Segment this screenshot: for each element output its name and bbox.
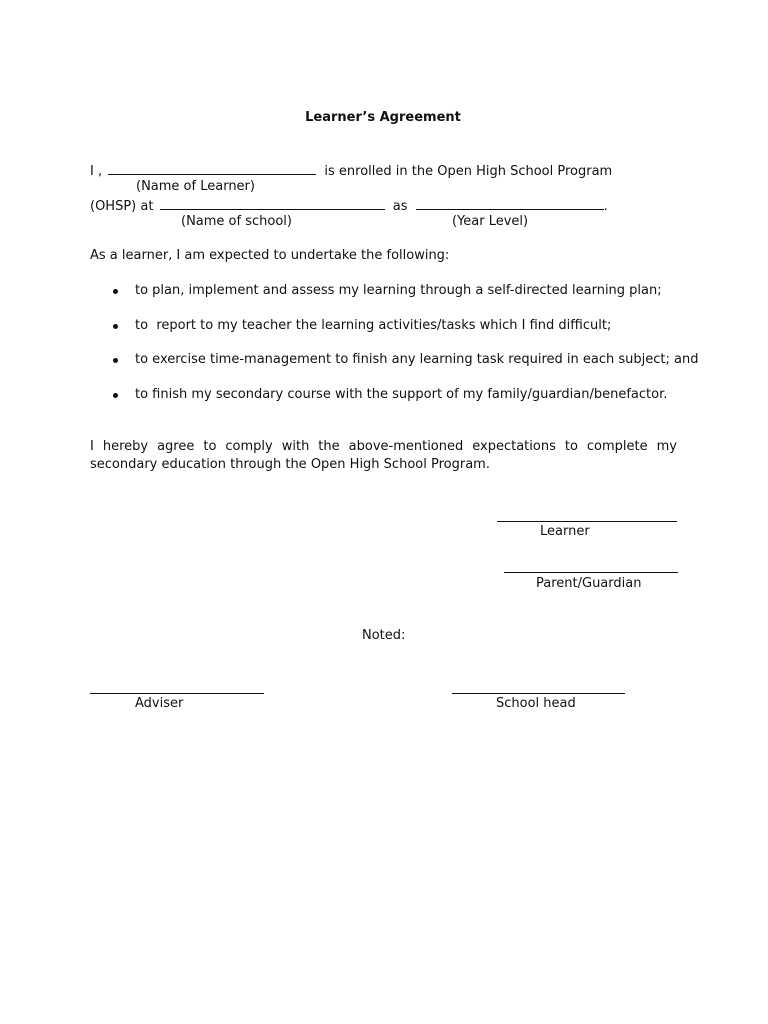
- school-line: [90, 197, 608, 214]
- parent-signature-line: [504, 572, 678, 573]
- adviser-signature-line: [90, 693, 264, 694]
- learner-name-blank: [108, 162, 316, 175]
- list-item-text: to plan, implement and assess my learning through a self-directed learning plan;: [135, 283, 662, 298]
- list-item-text: to finish my secondary course with the support of my family/guardian/benefactor.: [135, 387, 668, 402]
- noted-label: Noted:: [362, 628, 406, 643]
- learner-line: [90, 162, 612, 179]
- bullet-icon: [113, 324, 118, 329]
- enrolled-text: is enrolled in the Open High School Program: [324, 164, 613, 179]
- caption-learner-name: (Name of Learner): [136, 179, 255, 194]
- bullet-icon: [113, 393, 118, 398]
- adviser-signature-label: Adviser: [135, 696, 184, 711]
- caption-school-name: (Name of school): [181, 214, 292, 229]
- school-head-signature-label: School head: [496, 696, 576, 711]
- parent-signature-label: Parent/Guardian: [536, 576, 642, 591]
- bullet-icon: [113, 289, 118, 294]
- ohsp-at-text: (OHSP) at: [90, 199, 154, 214]
- intro-text: As a learner, I am expected to undertake the following:: [90, 248, 450, 263]
- learner-signature-line: [497, 521, 677, 522]
- bullet-icon: [113, 358, 118, 363]
- as-text: as: [392, 199, 408, 214]
- list-item-text: to exercise time-management to finish any learning task required in each subject; and: [135, 352, 699, 367]
- caption-year-level: (Year Level): [452, 214, 529, 229]
- school-name-blank: [160, 197, 385, 210]
- year-level-blank: [416, 197, 604, 210]
- school-head-signature-line: [452, 693, 625, 694]
- agreement-paragraph: I hereby agree to comply with the above-mentioned expectations to complete my secondary education through the Open High School Program.: [90, 439, 677, 472]
- document-title: Learner’s Agreement: [305, 110, 461, 125]
- pronoun-text: I ,: [90, 164, 103, 179]
- period-text: .: [603, 199, 608, 214]
- list-item-text: to report to my teacher the learning activities/tasks which I find difficult;: [135, 318, 612, 333]
- learner-signature-label: Learner: [540, 524, 590, 539]
